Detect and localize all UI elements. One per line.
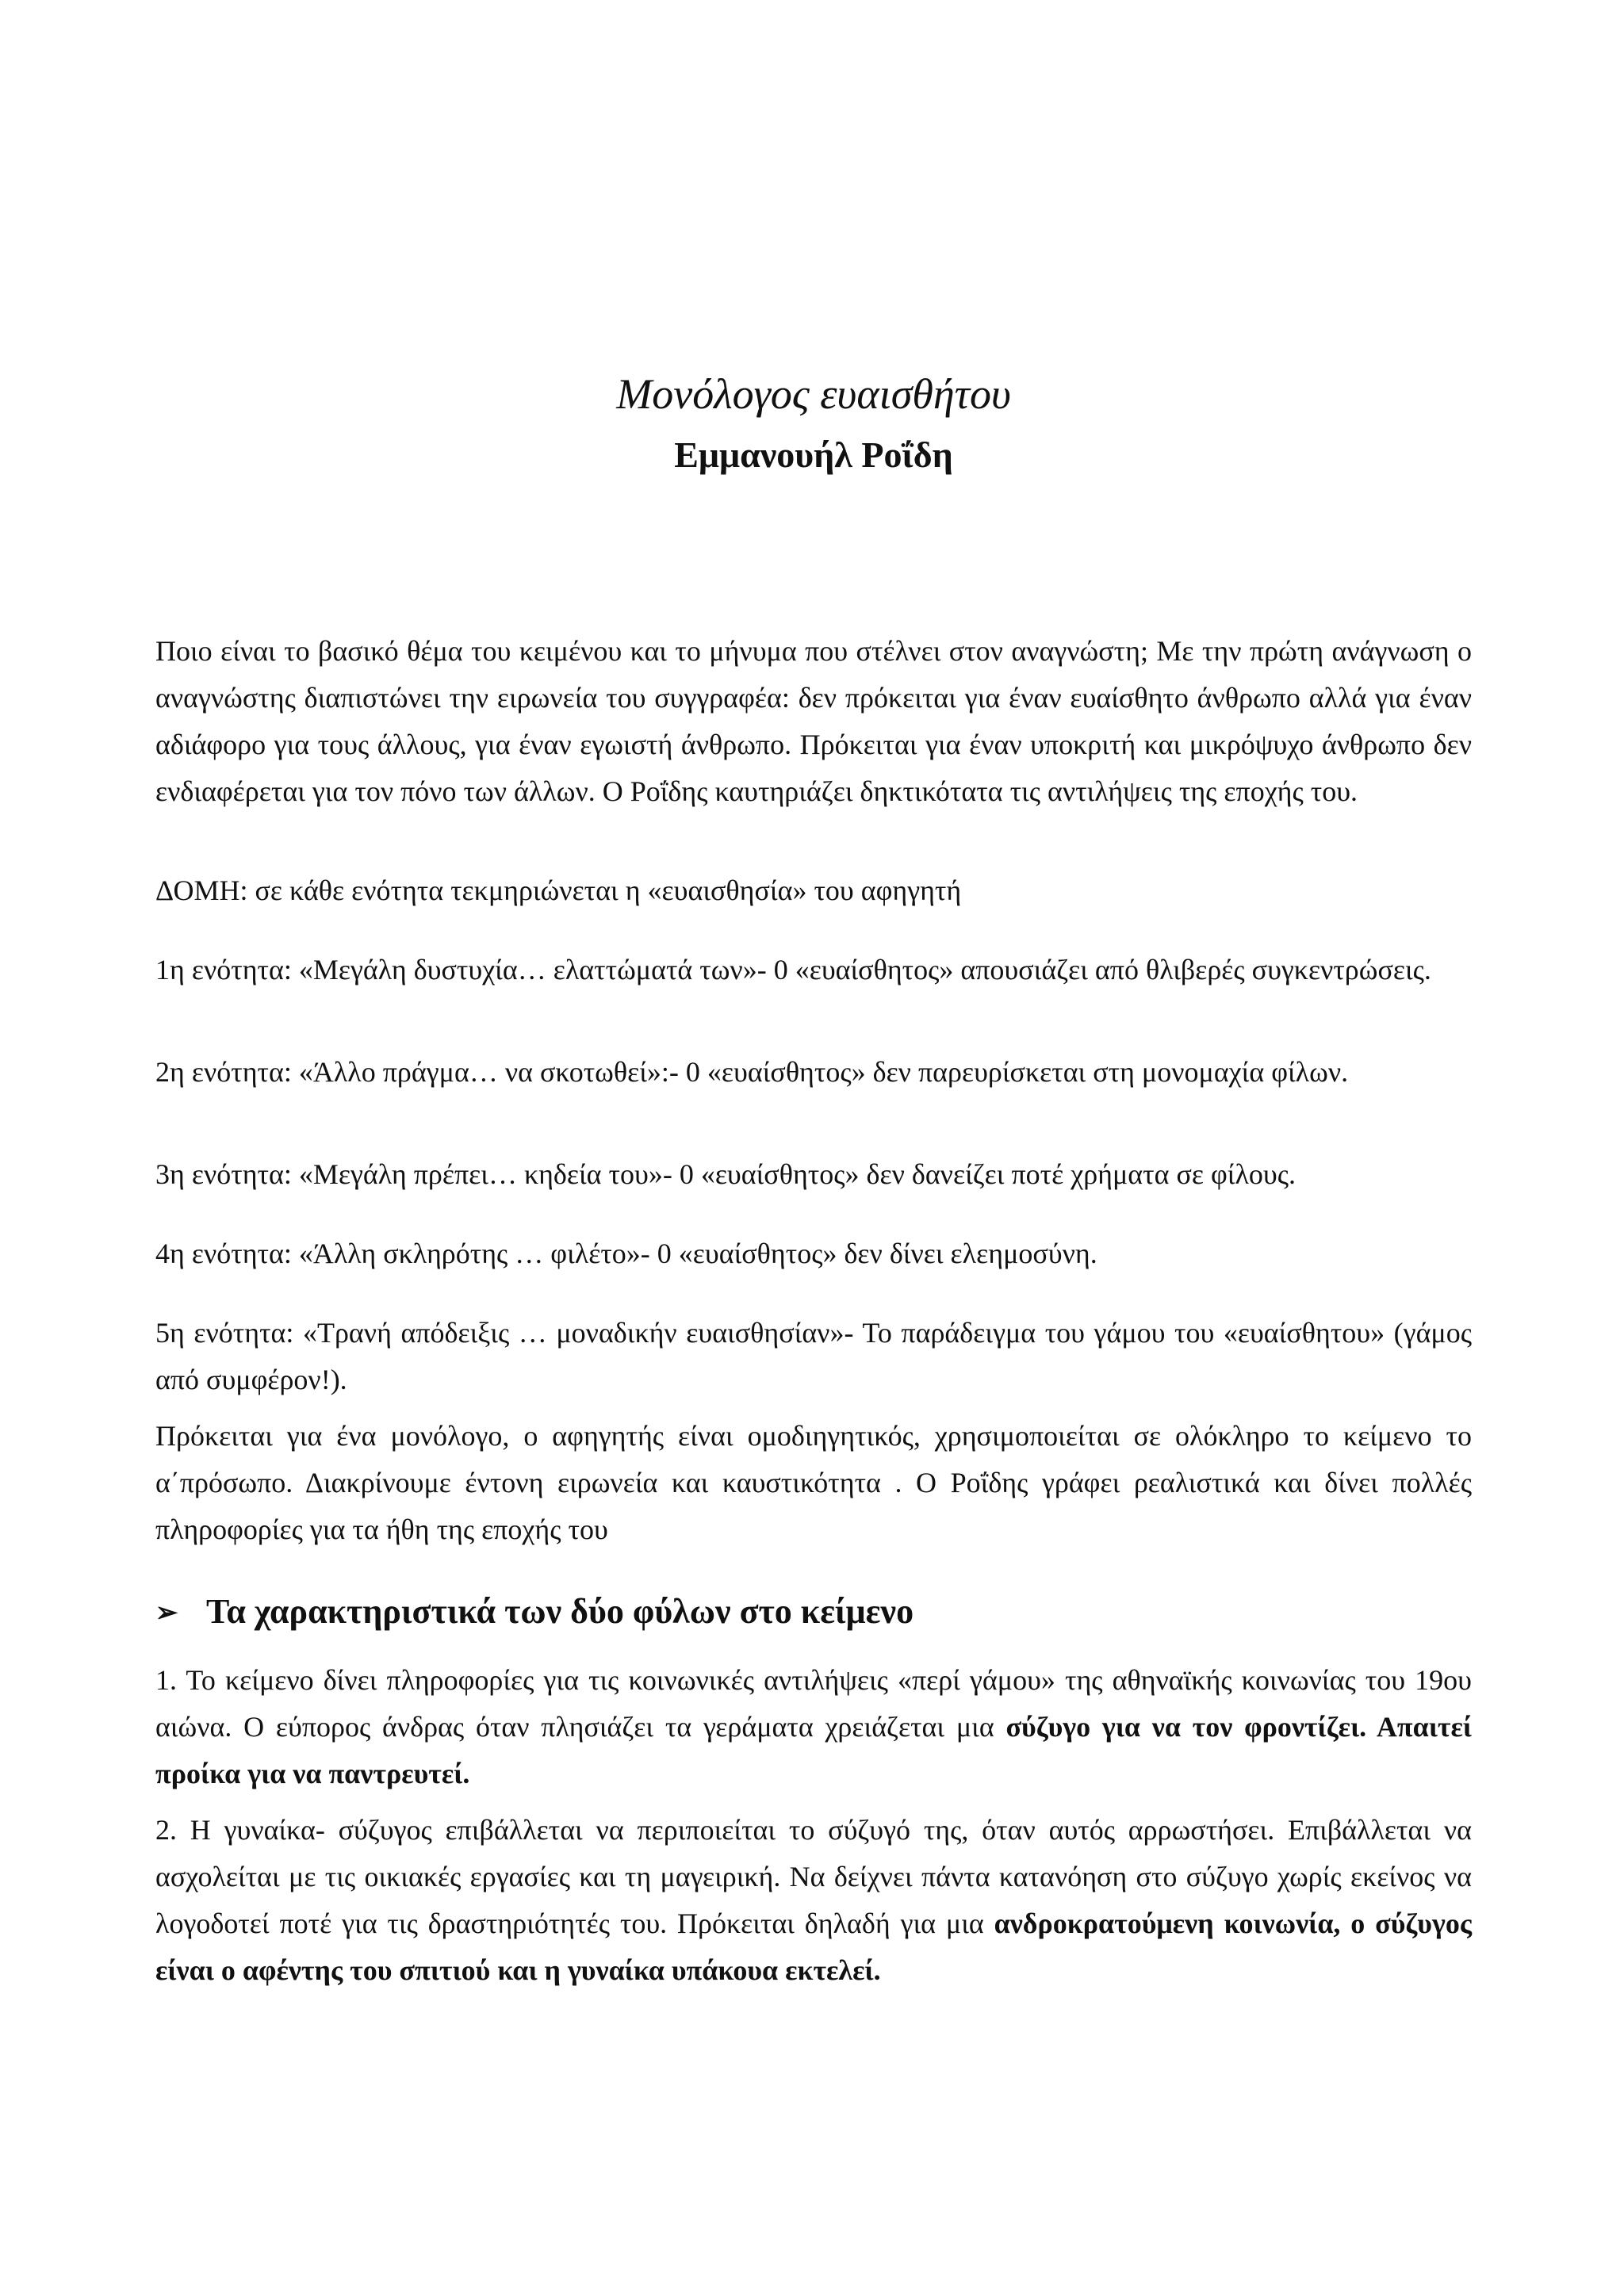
document-author: Εμμανουήλ Ροΐδη bbox=[674, 434, 953, 475]
genders-heading-text: Τα χαρακτηριστικά των δύο φύλων στο κείμενο bbox=[206, 1592, 914, 1631]
section-4: 4η ενότητα: «Άλλη σκληρότης … φιλέτο»- 0 «ευαίσθητος» δεν δίνει ελεημοσύνη. bbox=[155, 1238, 1097, 1269]
document-title: Μονόλογος ευαισθήτου bbox=[616, 370, 1011, 418]
narration-paragraph: Πρόκειται για ένα μονόλογο, ο αφηγητής είναι ομοδιηγητικός, χρησιμοποιείται σε ολόκληρο το κείμενο το α΄πρόσωπο. Διακρίνουμε έντονη ειρωνεία και καυστικότητα . Ο Ροΐδης γράφει ρεαλιστικά και δίνει πολλές πληροφορίες για τα ήθη της εποχής του bbox=[155, 1420, 1472, 1545]
genders-item-2-text: 2. Η γυναίκα- σύζυγος επιβάλλεται να περιποιείται το σύζυγό της, όταν αυτός αρρωστήσει. Επιβάλλεται να ασχολείται με τις οικιακές εργασίες και τη μαγειρική. Να δείχνει πάντα κατανόηση στο σύζυγο χωρίς εκείνος να λογοδοτεί ποτέ για τις δραστηριότητές του. Πρόκειται δηλαδή για μια bbox=[155, 1814, 1472, 1939]
genders-item-2-emphasis: ανδροκρατούμενη κοινωνία, ο σύζυγος είναι ο αφέντης του σπιτιού και η γυναίκα υπάκουα εκτελεί. bbox=[155, 1908, 1473, 1986]
arrow-bullet-icon: ➢ bbox=[155, 1598, 178, 1628]
genders-item-1-emphasis: σύζυγο για να τον φροντίζει. Απαιτεί προίκα για να παντρευτεί. bbox=[155, 1711, 1472, 1789]
section-3: 3η ενότητα: «Μεγάλη πρέπει… κηδεία του»- 0 «ευαίσθητος» δεν δανείζει ποτέ χρήματα σε φίλους. bbox=[155, 1158, 1297, 1190]
section-5: 5η ενότητα: «Τρανή απόδειξις … μοναδικήν ευαισθησίαν»- Το παράδειγμα του γάμου του «ευαίσθητου» (γάμος από συμφέρον!). bbox=[155, 1317, 1472, 1395]
structure-heading: ΔΟΜΗ: σε κάθε ενότητα τεκμηριώνεται η «ευαισθησία» του αφηγητή bbox=[155, 874, 962, 906]
genders-item-2 bbox=[155, 1807, 1472, 1994]
intro-paragraph: Ποιο είναι το βασικό θέμα του κειμένου και το μήνυμα που στέλνει στον αναγνώστη; Με την πρώτη ανάγνωση ο αναγνώστης διαπιστώνει την ειρωνεία του συγγραφέα: δεν πρόκειται για έναν ευαίσθητο άνθρωπο αλλά για έναν αδιάφορο για τους άλλους, για έναν εγωιστή άνθρωπο. Πρόκειται για έναν υποκριτή και μικρόψυχο άνθρωπο δεν ενδιαφέρεται για τον πόνο των άλλων. Ο Ροΐδης καυτηριάζει δηκτικότατα τις αντιλήψεις της εποχής του. bbox=[155, 635, 1472, 807]
genders-item-1-text: 1. Το κείμενο δίνει πληροφορίες για τις κοινωνικές αντιλήψεις «περί γάμου» της αθηναϊκής κοινωνίας του 19ου αιώνα. Ο εύπορος άνδρας όταν πλησιάζει τα γεράματα χρειάζεται μια bbox=[155, 1664, 1472, 1743]
section-2: 2η ενότητα: «Άλλο πράγμα… να σκοτωθεί»:- 0 «ευαίσθητος» δεν παρευρίσκεται στη μονομαχία φίλων. bbox=[155, 1056, 1349, 1088]
genders-item-1 bbox=[155, 1657, 1472, 1797]
section-1: 1η ενότητα: «Μεγάλη δυστυχία… ελαττώματά των»- 0 «ευαίσθητος» απουσιάζει από θλιβερές συγκεντρώσεις. bbox=[155, 954, 1431, 985]
genders-heading bbox=[155, 1588, 1472, 1637]
